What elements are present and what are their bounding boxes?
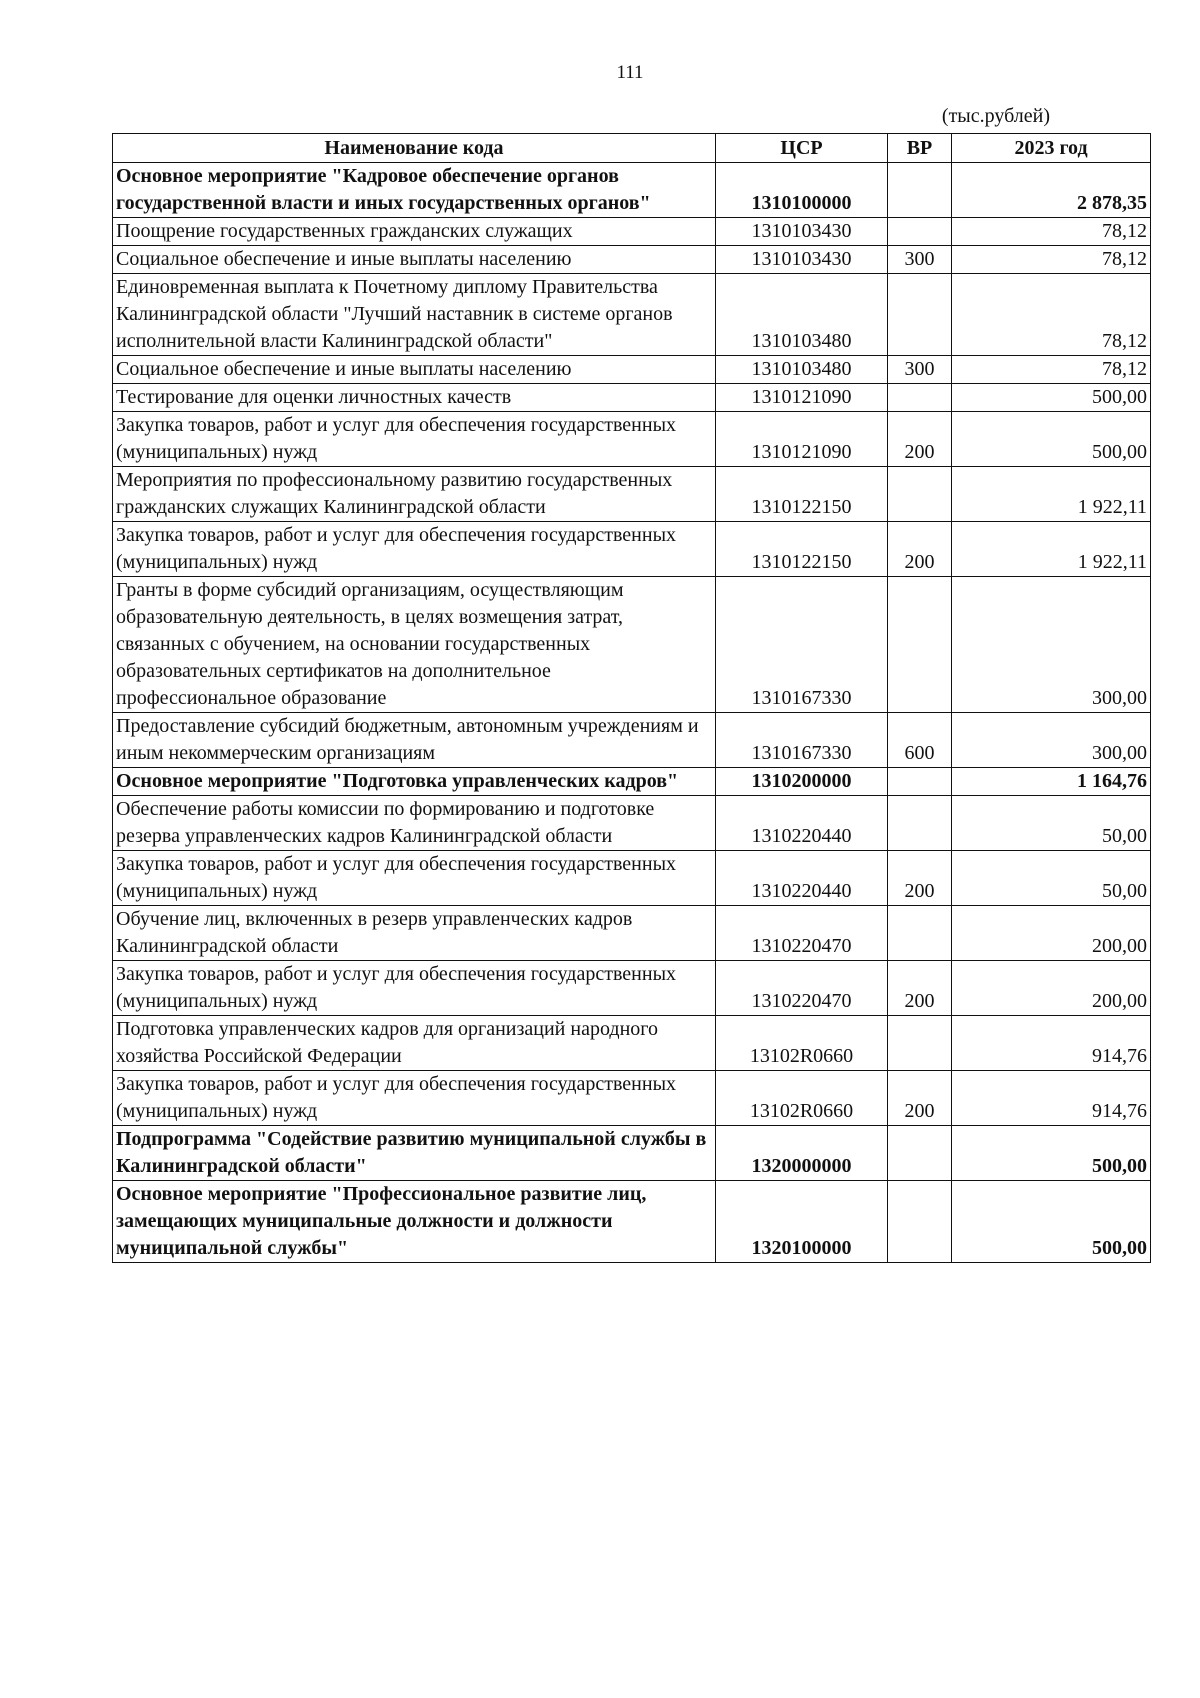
row-name: Социальное обеспечение и иные выплаты населению [113, 246, 716, 274]
row-vr [888, 1126, 952, 1181]
table-row [113, 1071, 1151, 1126]
row-vr [888, 467, 952, 522]
row-name: Основное мероприятие "Профессиональное развитие лиц, замещающих муниципальные должности и должности муниципальной службы" [113, 1181, 716, 1263]
table-row [113, 768, 1151, 796]
row-csr: 1310100000 [716, 163, 888, 218]
row-vr: 200 [888, 522, 952, 577]
row-csr: 1310103480 [716, 356, 888, 384]
table-row [113, 1126, 1151, 1181]
table-row [113, 906, 1151, 961]
row-name: Обеспечение работы комиссии по формированию и подготовке резерва управленческих кадров Калининградской области [113, 796, 716, 851]
table-row [113, 1181, 1151, 1263]
row-name: Поощрение государственных гражданских служащих [113, 218, 716, 246]
table-row [113, 274, 1151, 356]
row-name: Обучение лиц, включенных в резерв управленческих кадров Калининградской области [113, 906, 716, 961]
header-year: 2023 год [952, 134, 1151, 163]
row-name: Закупка товаров, работ и услуг для обеспечения государственных (муниципальных) нужд [113, 961, 716, 1016]
row-csr: 1320100000 [716, 1181, 888, 1263]
row-csr: 1320000000 [716, 1126, 888, 1181]
row-name: Закупка товаров, работ и услуг для обеспечения государственных (муниципальных) нужд [113, 522, 716, 577]
row-name: Тестирование для оценки личностных качеств [113, 384, 716, 412]
table-row [113, 1016, 1151, 1071]
row-csr: 1310121090 [716, 412, 888, 467]
table-row [113, 218, 1151, 246]
table-row [113, 246, 1151, 274]
row-name: Предоставление субсидий бюджетным, автономным учреждениям и иным некоммерческим организациям [113, 713, 716, 768]
row-amount: 50,00 [952, 796, 1151, 851]
table-row [113, 796, 1151, 851]
row-amount: 78,12 [952, 356, 1151, 384]
table-row [113, 577, 1151, 713]
table-body [113, 163, 1151, 1263]
row-vr: 200 [888, 961, 952, 1016]
row-vr [888, 796, 952, 851]
row-csr: 1310220470 [716, 961, 888, 1016]
row-amount: 78,12 [952, 274, 1151, 356]
row-name: Социальное обеспечение и иные выплаты населению [113, 356, 716, 384]
row-csr: 1310122150 [716, 522, 888, 577]
row-amount: 500,00 [952, 1181, 1151, 1263]
header-csr: ЦСР [716, 134, 888, 163]
row-amount: 500,00 [952, 384, 1151, 412]
row-name: Закупка товаров, работ и услуг для обеспечения государственных (муниципальных) нужд [113, 851, 716, 906]
row-vr: 600 [888, 713, 952, 768]
row-name: Подпрограмма "Содействие развитию муниципальной службы в Калининградской области" [113, 1126, 716, 1181]
row-vr [888, 218, 952, 246]
table-header-row [113, 134, 1151, 163]
table-row [113, 851, 1151, 906]
table-row [113, 522, 1151, 577]
row-amount: 200,00 [952, 961, 1151, 1016]
row-amount: 78,12 [952, 218, 1151, 246]
row-vr [888, 384, 952, 412]
row-amount: 914,76 [952, 1016, 1151, 1071]
row-csr: 13102R0660 [716, 1016, 888, 1071]
row-csr: 1310103430 [716, 218, 888, 246]
table-row [113, 713, 1151, 768]
row-vr: 300 [888, 246, 952, 274]
row-csr: 1310167330 [716, 577, 888, 713]
row-vr [888, 274, 952, 356]
row-amount: 300,00 [952, 577, 1151, 713]
row-csr: 1310103480 [716, 274, 888, 356]
table-row [113, 356, 1151, 384]
row-vr [888, 1181, 952, 1263]
header-vr: ВР [888, 134, 952, 163]
row-amount: 914,76 [952, 1071, 1151, 1126]
row-amount: 500,00 [952, 412, 1151, 467]
row-amount: 50,00 [952, 851, 1151, 906]
row-amount: 2 878,35 [952, 163, 1151, 218]
table-row [113, 961, 1151, 1016]
row-csr: 1310220440 [716, 851, 888, 906]
row-amount: 1 164,76 [952, 768, 1151, 796]
row-amount: 1 922,11 [952, 467, 1151, 522]
row-vr [888, 163, 952, 218]
row-amount: 78,12 [952, 246, 1151, 274]
row-csr: 1310103430 [716, 246, 888, 274]
row-name: Единовременная выплата к Почетному диплому Правительства Калининградской области "Лучший наставник в системе органов исполнительной власти Калининградской области" [113, 274, 716, 356]
page-number: 111 [616, 62, 644, 83]
row-amount: 200,00 [952, 906, 1151, 961]
row-csr: 1310121090 [716, 384, 888, 412]
row-csr: 1310122150 [716, 467, 888, 522]
row-vr: 200 [888, 1071, 952, 1126]
row-vr [888, 906, 952, 961]
row-name: Закупка товаров, работ и услуг для обеспечения государственных (муниципальных) нужд [113, 412, 716, 467]
row-name: Основное мероприятие "Кадровое обеспечение органов государственной власти и иных государственных органов" [113, 163, 716, 218]
header-name: Наименование кода [113, 134, 716, 163]
row-csr: 1310167330 [716, 713, 888, 768]
row-csr: 13102R0660 [716, 1071, 888, 1126]
row-vr: 200 [888, 412, 952, 467]
row-amount: 1 922,11 [952, 522, 1151, 577]
row-name: Основное мероприятие "Подготовка управленческих кадров" [113, 768, 716, 796]
row-amount: 300,00 [952, 713, 1151, 768]
row-vr: 300 [888, 356, 952, 384]
table-row [113, 163, 1151, 218]
row-csr: 1310200000 [716, 768, 888, 796]
row-amount: 500,00 [952, 1126, 1151, 1181]
row-name: Мероприятия по профессиональному развитию государственных гражданских служащих Калининградской области [113, 467, 716, 522]
row-vr: 200 [888, 851, 952, 906]
row-vr [888, 1016, 952, 1071]
row-csr: 1310220440 [716, 796, 888, 851]
table-row [113, 384, 1151, 412]
row-name: Закупка товаров, работ и услуг для обеспечения государственных (муниципальных) нужд [113, 1071, 716, 1126]
units-label: (тыс.рублей) [941, 105, 1050, 127]
row-vr [888, 577, 952, 713]
row-csr: 1310220470 [716, 906, 888, 961]
budget-table [112, 133, 1151, 1263]
row-vr [888, 768, 952, 796]
table-row [113, 467, 1151, 522]
row-name: Подготовка управленческих кадров для организаций народного хозяйства Российской Федерации [113, 1016, 716, 1071]
row-name: Гранты в форме субсидий организациям, осуществляющим образовательную деятельность, в целях возмещения затрат, связанных с обучением, на основании государственных образовательных сертификатов на дополнительное профессиональное образование [113, 577, 716, 713]
table-row [113, 412, 1151, 467]
